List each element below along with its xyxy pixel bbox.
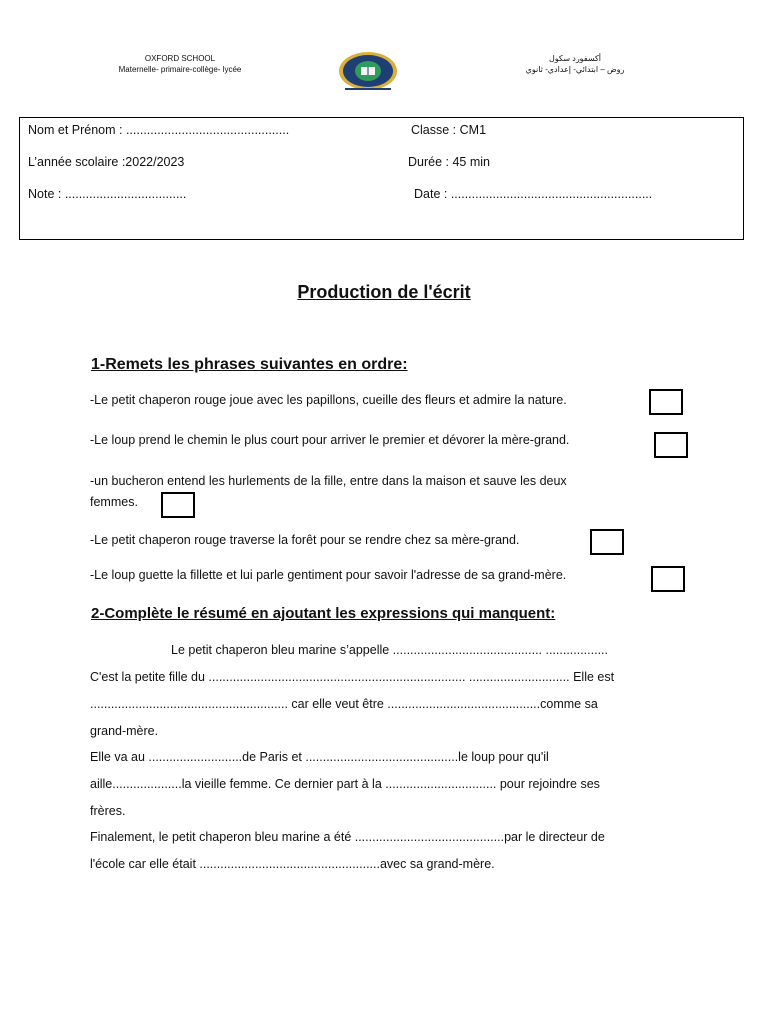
sentence-3-cont: femmes. (90, 495, 138, 509)
summary-line-8: Finalement, le petit chaperon bleu marine a été ...........................................par le directeur de (90, 830, 605, 844)
school-header-ar (500, 53, 650, 75)
school-levels-ar: روض – ابتدائي- إعدادي- ثانوي (525, 65, 625, 74)
duration-field: Durée : 45 min (408, 155, 490, 169)
summary-line-9: l'école car elle était ....................................................avec sa grand-mère. (90, 857, 495, 871)
sentence-4: -Le petit chaperon rouge traverse la forêt pour se rendre chez sa mère-grand. (90, 533, 520, 547)
school-header-fr (95, 53, 265, 75)
order-box-1[interactable] (649, 389, 683, 415)
summary-line-6: aille....................la vieille femme. Ce dernier part à la ................................ pour rejoindre ses (90, 777, 600, 791)
summary-line-2: C'est la petite fille du .......................................................................... ............................. Elle est (90, 670, 615, 684)
school-name: OXFORD SCHOOL (144, 54, 216, 63)
class-field: Classe : CM1 (411, 123, 487, 137)
date-field: Date : .......................................................... (414, 187, 653, 201)
summary-line-5: Elle va au ...........................de Paris et ............................................le loup pour qu'il (90, 750, 549, 764)
sentence-1: -Le petit chaperon rouge joue avec les papillons, cueille des fleurs et admire la nature. (90, 393, 567, 407)
summary-line-1: Le petit chaperon bleu marine s’appelle ........................................... .................. (171, 643, 608, 657)
sentence-5: -Le loup guette la fillette et lui parle gentiment pour savoir l'adresse de sa grand-mère. (90, 568, 567, 582)
sentence-2: -Le loup prend le chemin le plus court pour arriver le premier et dévorer la mère-grand. (90, 433, 570, 447)
order-box-5[interactable] (651, 566, 685, 592)
exercise1-heading: 1-Remets les phrases suivantes en ordre: (91, 356, 408, 373)
exercise2-heading: 2-Complète le résumé en ajoutant les expressions qui manquent: (91, 605, 556, 622)
school-logo (337, 50, 399, 92)
order-box-2[interactable] (654, 432, 688, 458)
order-box-4[interactable] (590, 529, 624, 555)
summary-line-4: grand-mère. (90, 724, 159, 738)
summary-line-7: frères. (90, 804, 126, 818)
school-levels: Maternelle- primaire-collège- lycée (118, 65, 242, 74)
school-name-ar: أكسفورد سكول (548, 54, 602, 63)
name-field: Nom et Prénom : ............................................... (28, 123, 290, 137)
note-field: Note : ................................... (28, 187, 187, 201)
sentence-3: -un bucheron entend les hurlements de la fille, entre dans la maison et sauve les deux (90, 474, 567, 488)
page-title: Production de l'écrit (297, 282, 471, 302)
order-box-3[interactable] (161, 492, 195, 518)
summary-line-3: ......................................................... car elle veut être ............................................comme sa (90, 697, 598, 711)
school-year-field: L’année scolaire :2022/2023 (28, 155, 185, 169)
